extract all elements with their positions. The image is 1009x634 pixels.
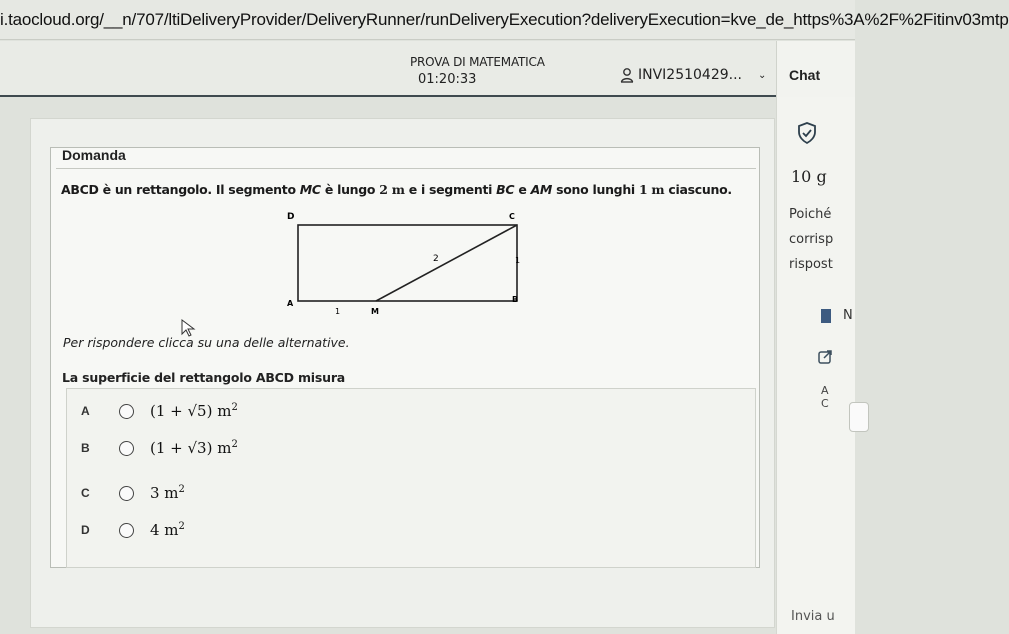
stem-text-3: e i segmenti bbox=[404, 182, 497, 197]
label-mc: 2 bbox=[433, 254, 439, 264]
segment-mc bbox=[376, 225, 517, 301]
timer: 01:20:33 bbox=[418, 72, 477, 87]
label-bc: 1 bbox=[515, 256, 521, 265]
choice-text: (1 + √5) m bbox=[150, 402, 232, 420]
bookmark-icon[interactable] bbox=[821, 309, 831, 323]
choice-b[interactable] bbox=[81, 435, 238, 461]
choice-math bbox=[150, 402, 238, 420]
choice-text: 3 m bbox=[150, 484, 179, 502]
chevron-down-icon: ⌄ bbox=[758, 69, 767, 81]
side-input-box[interactable] bbox=[849, 402, 869, 432]
radio-button[interactable] bbox=[119, 441, 134, 456]
question-points: 10 g bbox=[791, 167, 827, 186]
choice-d[interactable] bbox=[81, 517, 185, 543]
side-panel bbox=[776, 97, 855, 634]
stem-text-2: è lungo bbox=[320, 182, 380, 197]
choice-text: (1 + √3) m bbox=[150, 439, 232, 457]
choice-exponent: 2 bbox=[178, 521, 185, 532]
external-link-icon[interactable] bbox=[817, 349, 833, 365]
chat-label: Chat bbox=[789, 67, 821, 83]
choice-letter: B bbox=[81, 441, 90, 455]
side-text-line: Poiché bbox=[789, 207, 832, 222]
choice-math bbox=[150, 439, 238, 457]
rectangle-abcd bbox=[298, 225, 517, 301]
rectangle-figure bbox=[280, 206, 530, 321]
question-heading: Domanda bbox=[62, 147, 126, 163]
user-menu[interactable] bbox=[620, 64, 766, 86]
instruction-text: Per rispondere clicca su una delle alternative. bbox=[63, 335, 350, 350]
user-name: INVI2510429... bbox=[638, 67, 743, 83]
test-title: PROVA DI MATEMATICA bbox=[410, 55, 545, 69]
test-header bbox=[0, 41, 855, 97]
vertex-a: A bbox=[287, 299, 294, 308]
vertex-m: M bbox=[371, 307, 379, 316]
choice-math bbox=[150, 484, 185, 502]
stem-text-6: ciascuno. bbox=[664, 182, 732, 197]
choice-exponent: 2 bbox=[231, 439, 238, 450]
radio-button[interactable] bbox=[119, 523, 134, 538]
radio-button[interactable] bbox=[119, 486, 134, 501]
stem-2m: 2 m bbox=[379, 182, 405, 197]
radio-button[interactable] bbox=[119, 404, 134, 419]
vertex-c: C bbox=[509, 212, 515, 221]
vertex-d: D bbox=[287, 212, 295, 222]
stem-bc: BC bbox=[496, 182, 515, 197]
choice-letter: A bbox=[81, 404, 90, 418]
vertex-b: B bbox=[512, 295, 519, 304]
choice-c[interactable] bbox=[81, 480, 185, 506]
choice-exponent: 2 bbox=[231, 402, 238, 413]
question-stem bbox=[61, 182, 732, 197]
question-prompt: La superficie del rettangolo ABCD misura bbox=[62, 370, 346, 385]
chat-button[interactable] bbox=[776, 41, 855, 97]
label-am: 1 bbox=[335, 307, 341, 316]
stem-am: AM bbox=[530, 182, 553, 197]
side-text-line: rispost bbox=[789, 257, 833, 272]
stem-mc: MC bbox=[299, 182, 321, 197]
stem-text-1: ABCD è un rettangolo. Il segmento bbox=[61, 182, 300, 197]
choice-letter: C bbox=[81, 486, 90, 500]
choice-math bbox=[150, 521, 185, 539]
address-bar[interactable] bbox=[0, 0, 1009, 40]
choice-a[interactable] bbox=[81, 398, 238, 424]
nav-letter: N bbox=[843, 308, 853, 323]
choice-letter: D bbox=[81, 523, 90, 537]
choices-list bbox=[66, 388, 756, 568]
stem-1m: 1 m bbox=[638, 182, 665, 197]
divider bbox=[56, 168, 756, 169]
user-icon bbox=[620, 67, 634, 83]
shield-check-icon bbox=[797, 122, 817, 144]
font-size-controls[interactable]: A C bbox=[821, 384, 837, 410]
choice-exponent: 2 bbox=[178, 484, 185, 495]
send-button[interactable]: Invia u bbox=[791, 609, 835, 624]
stem-text-5: sono lunghi bbox=[552, 182, 639, 197]
choice-text: 4 m bbox=[150, 521, 179, 539]
side-text-line: corrisp bbox=[789, 232, 834, 247]
stem-text-4: e bbox=[514, 182, 531, 197]
url-text[interactable]: i.taocloud.org/__n/707/ltiDeliveryProvider/DeliveryRunner/runDeliveryExecution?deliveryExecution=kve_de_https%3A%2F%2Fitinv03mtp bbox=[0, 10, 1009, 29]
